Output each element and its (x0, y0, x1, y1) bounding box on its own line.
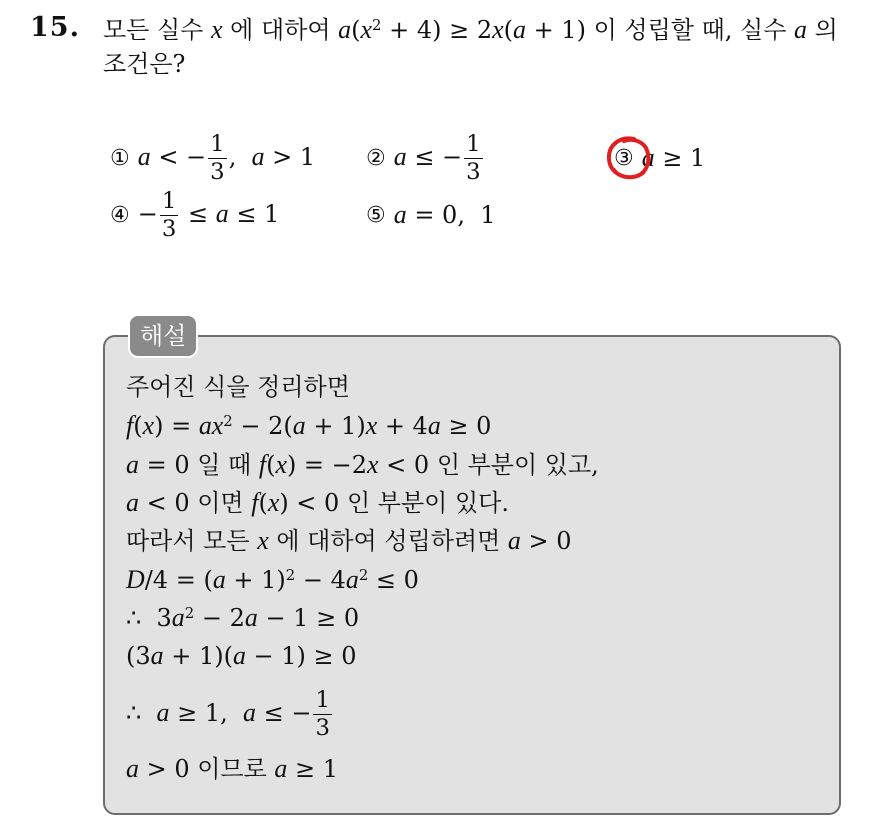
solution-line-2: $f(x) = ax^2 - 2(a + 1)x + 4a \ge 0$ (126, 411, 492, 440)
question-number: 15. (30, 12, 80, 43)
solution-line-8: (3a + 1)(a − 1) ≥ 0 (126, 641, 357, 670)
solution-line-5: 따라서 모든 x 에 대하여 성립하려면 a > 0 (126, 526, 572, 555)
option-5[interactable] (366, 185, 495, 245)
solution-line-3: a = 0 일 때 f(x) = −2x < 0 인 부분이 있고, (126, 450, 599, 479)
selected-answer-circle-icon (604, 133, 654, 183)
solution-line-7: ∴ $3a^2 - 2a - 1 \ge 0$ (126, 603, 360, 632)
option-3-math: a ≥ 1 (641, 143, 706, 172)
option-4-math: − $\frac{1}{3}$ ≤ a ≤ 1 (137, 187, 280, 242)
option-4-number: ④ (110, 202, 130, 228)
option-2[interactable] (366, 128, 485, 188)
option-5-number: ⑤ (366, 202, 386, 228)
option-3-number: ③ (614, 145, 634, 171)
option-2-math: a ≤ − $\frac{1}{3}$ (393, 130, 481, 185)
question-line-1: 모든 실수 x 에 대하여 $a(x^2 + 4) \ge 2x(a + 1)$ 이 성립할 때, 실수 a 의 (103, 15, 838, 44)
option-2-number: ② (366, 145, 386, 171)
solution-line-1: 주어진 식을 정리하면 (126, 373, 350, 401)
option-4[interactable] (110, 185, 279, 245)
solution-line-6: $D/4 = (a + 1)^2 - 4a^2 \le 0$ (126, 565, 419, 594)
solution-line-10: a > 0 이므로 a ≥ 1 (126, 754, 339, 783)
option-1-math: a < − $\frac{1}{3}$ , a > 1 (137, 130, 316, 185)
solution-line-9: ∴ a ≥ 1, a ≤ − $\frac{1}{3}$ (126, 686, 330, 741)
solution-tag: 해설 (128, 314, 198, 358)
question-line-2: 조건은? (103, 50, 186, 78)
option-1-number: ① (110, 145, 130, 171)
solution-line-4: a < 0 이면 f(x) < 0 인 부분이 있다. (126, 488, 509, 517)
option-1[interactable] (110, 128, 315, 188)
option-5-math: a = 0, 1 (393, 200, 496, 229)
